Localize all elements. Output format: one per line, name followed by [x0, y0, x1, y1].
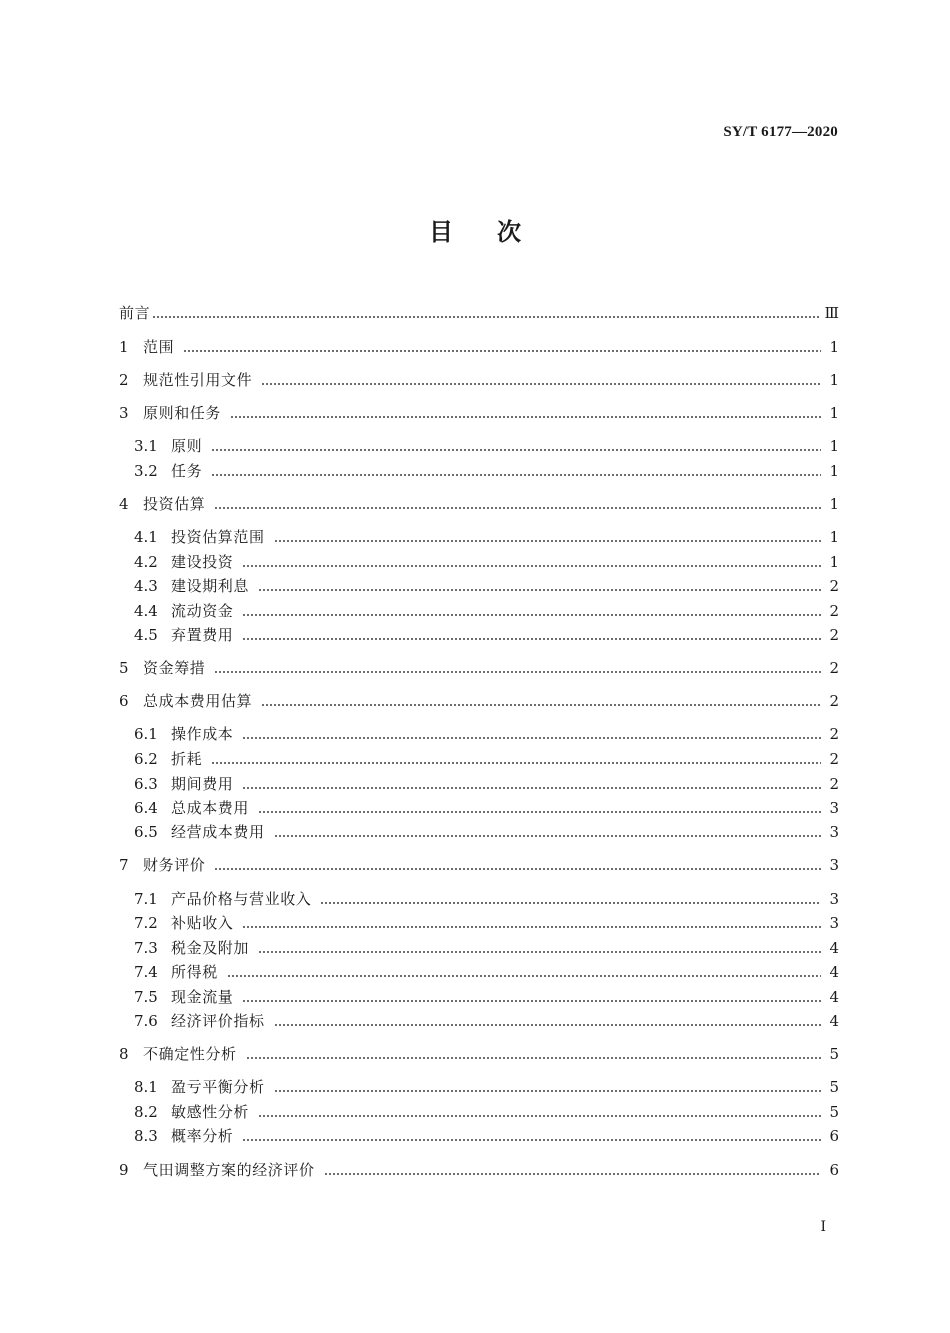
toc-entry-label: 补贴收入 [171, 914, 234, 932]
toc-entry[interactable] [134, 797, 839, 819]
toc-entry-label: 建设投资 [171, 553, 234, 571]
toc-entry-number: 4.2 [134, 553, 158, 571]
toc-entry-label: 期间费用 [171, 775, 234, 793]
toc-entry[interactable] [134, 961, 839, 983]
toc-entry-number: 4.4 [134, 602, 158, 620]
toc-entry-label: 税金及附加 [171, 939, 250, 957]
toc-entry-label: 原则 [171, 437, 203, 455]
toc-entry-number: 8 [119, 1045, 129, 1063]
toc-entry-page: 3 [829, 914, 839, 932]
toc-leader-dots [227, 961, 821, 983]
toc-entry-label: 弃置费用 [171, 626, 234, 644]
toc-entry[interactable] [134, 986, 839, 1008]
toc-leader-dots [246, 1043, 821, 1065]
toc-entry-label: 经营成本费用 [171, 823, 265, 841]
toc-entry[interactable] [134, 773, 839, 795]
toc-entry-number: 6.1 [134, 725, 158, 743]
toc-entry[interactable] [134, 1010, 839, 1032]
toc-entry-number: 5 [119, 659, 129, 677]
toc-entry-page: 1 [829, 553, 839, 571]
toc-entry-number: 7.1 [134, 890, 158, 908]
toc-entry-page: 3 [829, 823, 839, 841]
page-title-char-1: 目 [429, 217, 453, 246]
toc-entry[interactable] [134, 575, 839, 597]
toc-leader-dots [258, 1101, 821, 1123]
toc-entry-page: 3 [829, 799, 839, 817]
toc-entry-label: 折耗 [171, 750, 203, 768]
toc-leader-dots [242, 1125, 821, 1147]
toc-entry-page: 5 [829, 1103, 839, 1121]
toc-entry-page: 2 [829, 775, 839, 793]
toc-entry-label: 敏感性分析 [171, 1103, 250, 1121]
toc-entry[interactable] [134, 723, 839, 745]
toc-entry-page: 3 [829, 856, 839, 874]
toc-leader-dots [261, 690, 821, 712]
toc-entry[interactable] [134, 748, 839, 770]
toc-leader-dots [320, 888, 821, 910]
toc-leader-dots [214, 657, 821, 679]
toc-entry[interactable] [134, 600, 839, 622]
toc-entry[interactable] [134, 912, 839, 934]
toc-entry[interactable] [134, 624, 839, 646]
toc-entry-page: 2 [829, 725, 839, 743]
toc-entry[interactable] [119, 402, 839, 424]
toc-leader-dots [214, 854, 821, 876]
standard-code: SY/T 6177—2020 [723, 124, 838, 140]
toc-entry[interactable] [119, 302, 839, 324]
toc-leader-dots [242, 600, 821, 622]
toc-entry[interactable] [134, 551, 839, 573]
toc-entry-number: 7.3 [134, 939, 158, 957]
page-title [0, 212, 950, 247]
toc-entry[interactable] [134, 526, 839, 548]
toc-entry[interactable] [134, 460, 839, 482]
toc-entry[interactable] [119, 336, 839, 358]
toc-entry[interactable] [119, 493, 839, 515]
toc-entry-label: 前言 [119, 304, 151, 322]
toc-entry-number: 7.5 [134, 988, 158, 1006]
toc-entry-page: 1 [829, 462, 839, 480]
toc-entry-label: 财务评价 [143, 856, 206, 874]
toc-entry-page: Ⅲ [824, 304, 839, 322]
toc-entry[interactable] [134, 1076, 839, 1098]
toc-entry-page: 1 [829, 528, 839, 546]
toc-entry-page: 4 [829, 939, 839, 957]
toc-entry-label: 范围 [143, 338, 175, 356]
toc-entry-page: 6 [829, 1161, 839, 1179]
toc-entry-page: 2 [829, 602, 839, 620]
toc-leader-dots [274, 1076, 821, 1098]
toc-entry[interactable] [134, 435, 839, 457]
toc-entry[interactable] [134, 1101, 839, 1123]
toc-entry-label: 产品价格与营业收入 [171, 890, 312, 908]
toc-entry[interactable] [134, 1125, 839, 1147]
toc-leader-dots [242, 624, 821, 646]
toc-entry-number: 7.4 [134, 963, 158, 981]
toc-leader-dots [274, 821, 821, 843]
toc-leader-dots [274, 1010, 821, 1032]
toc-entry-number: 8.1 [134, 1078, 158, 1096]
page-title-char-2: 次 [497, 217, 521, 246]
toc-entry-page: 4 [829, 988, 839, 1006]
toc-entry-number: 1 [119, 338, 129, 356]
toc-entry-number: 4.3 [134, 577, 158, 595]
toc-entry-page: 4 [829, 1012, 839, 1030]
toc-entry-page: 1 [829, 404, 839, 422]
toc-entry-number: 6.4 [134, 799, 158, 817]
toc-leader-dots [258, 575, 821, 597]
toc-entry[interactable] [119, 854, 839, 876]
toc-entry-label: 经济评价指标 [171, 1012, 265, 1030]
toc-entry[interactable] [119, 690, 839, 712]
toc-entry-number: 6 [119, 692, 129, 710]
toc-entry[interactable] [134, 937, 839, 959]
toc-entry-page: 5 [829, 1045, 839, 1063]
toc-entry-label: 气田调整方案的经济评价 [143, 1161, 315, 1179]
toc-entry[interactable] [119, 369, 839, 391]
toc-entry[interactable] [119, 657, 839, 679]
toc-entry-number: 9 [119, 1161, 129, 1179]
toc-leader-dots [211, 748, 821, 770]
toc-entry-page: 5 [829, 1078, 839, 1096]
toc-leader-dots [211, 435, 821, 457]
toc-entry-page: 3 [829, 890, 839, 908]
toc-entry-label: 投资估算范围 [171, 528, 265, 546]
toc-entry-label: 总成本费用 [171, 799, 250, 817]
toc-leader-dots [211, 460, 821, 482]
toc-leader-dots [242, 773, 821, 795]
toc-leader-dots [261, 369, 821, 391]
toc-entry-label: 资金筹措 [143, 659, 206, 677]
toc-entry-number: 3 [119, 404, 129, 422]
toc-entry-page: 4 [829, 963, 839, 981]
toc-entry-label: 不确定性分析 [143, 1045, 237, 1063]
toc-entry-label: 投资估算 [143, 495, 206, 513]
toc-entry-label: 所得税 [171, 963, 218, 981]
toc-entry-label: 现金流量 [171, 988, 234, 1006]
toc-leader-dots [214, 493, 821, 515]
toc-entry-page: 2 [829, 750, 839, 768]
page-folio: Ⅰ [820, 1219, 826, 1235]
toc-entry-page: 6 [829, 1127, 839, 1145]
toc-entry-label: 盈亏平衡分析 [171, 1078, 265, 1096]
toc-entry-page: 1 [829, 371, 839, 389]
toc-entry-label: 规范性引用文件 [143, 371, 253, 389]
toc-entry-label: 总成本费用估算 [143, 692, 253, 710]
toc-entry-number: 2 [119, 371, 129, 389]
toc-leader-dots [242, 986, 821, 1008]
toc-entry-number: 8.2 [134, 1103, 158, 1121]
toc-leader-dots [242, 912, 821, 934]
toc-entry-label: 建设期利息 [171, 577, 250, 595]
toc-entry-number: 7.2 [134, 914, 158, 932]
toc-entry-number: 6.2 [134, 750, 158, 768]
toc-entry-label: 任务 [171, 462, 203, 480]
toc-leader-dots [274, 526, 821, 548]
toc-entry-number: 3.2 [134, 462, 158, 480]
toc-entry-page: 2 [829, 626, 839, 644]
toc-entry[interactable] [119, 1043, 839, 1065]
toc-entry-number: 4.5 [134, 626, 158, 644]
toc-entry[interactable] [134, 821, 839, 843]
toc-entry-label: 流动资金 [171, 602, 234, 620]
toc-entry-page: 2 [829, 692, 839, 710]
toc-entry-number: 7 [119, 856, 129, 874]
toc-leader-dots [242, 551, 821, 573]
toc-entry-page: 2 [829, 659, 839, 677]
toc-entry-number: 4 [119, 495, 129, 513]
toc-entry-number: 7.6 [134, 1012, 158, 1030]
toc-entry-label: 操作成本 [171, 725, 234, 743]
toc-entry-number: 4.1 [134, 528, 158, 546]
toc-entry[interactable] [119, 1159, 839, 1181]
toc-entry-page: 1 [829, 437, 839, 455]
toc-entry-number: 6.5 [134, 823, 158, 841]
toc-leader-dots [152, 302, 820, 324]
toc-leader-dots [230, 402, 821, 424]
toc-entry-number: 3.1 [134, 437, 158, 455]
toc-entry-label: 原则和任务 [143, 404, 222, 422]
toc-entry-page: 1 [829, 338, 839, 356]
toc-entry[interactable] [134, 888, 839, 910]
toc-leader-dots [258, 797, 821, 819]
toc-entry-page: 1 [829, 495, 839, 513]
toc-entry-label: 概率分析 [171, 1127, 234, 1145]
toc-entry-number: 8.3 [134, 1127, 158, 1145]
toc-entry-page: 2 [829, 577, 839, 595]
toc-leader-dots [324, 1159, 821, 1181]
toc-entry-number: 6.3 [134, 775, 158, 793]
toc-leader-dots [183, 336, 821, 358]
toc-leader-dots [258, 937, 821, 959]
toc-leader-dots [242, 723, 821, 745]
